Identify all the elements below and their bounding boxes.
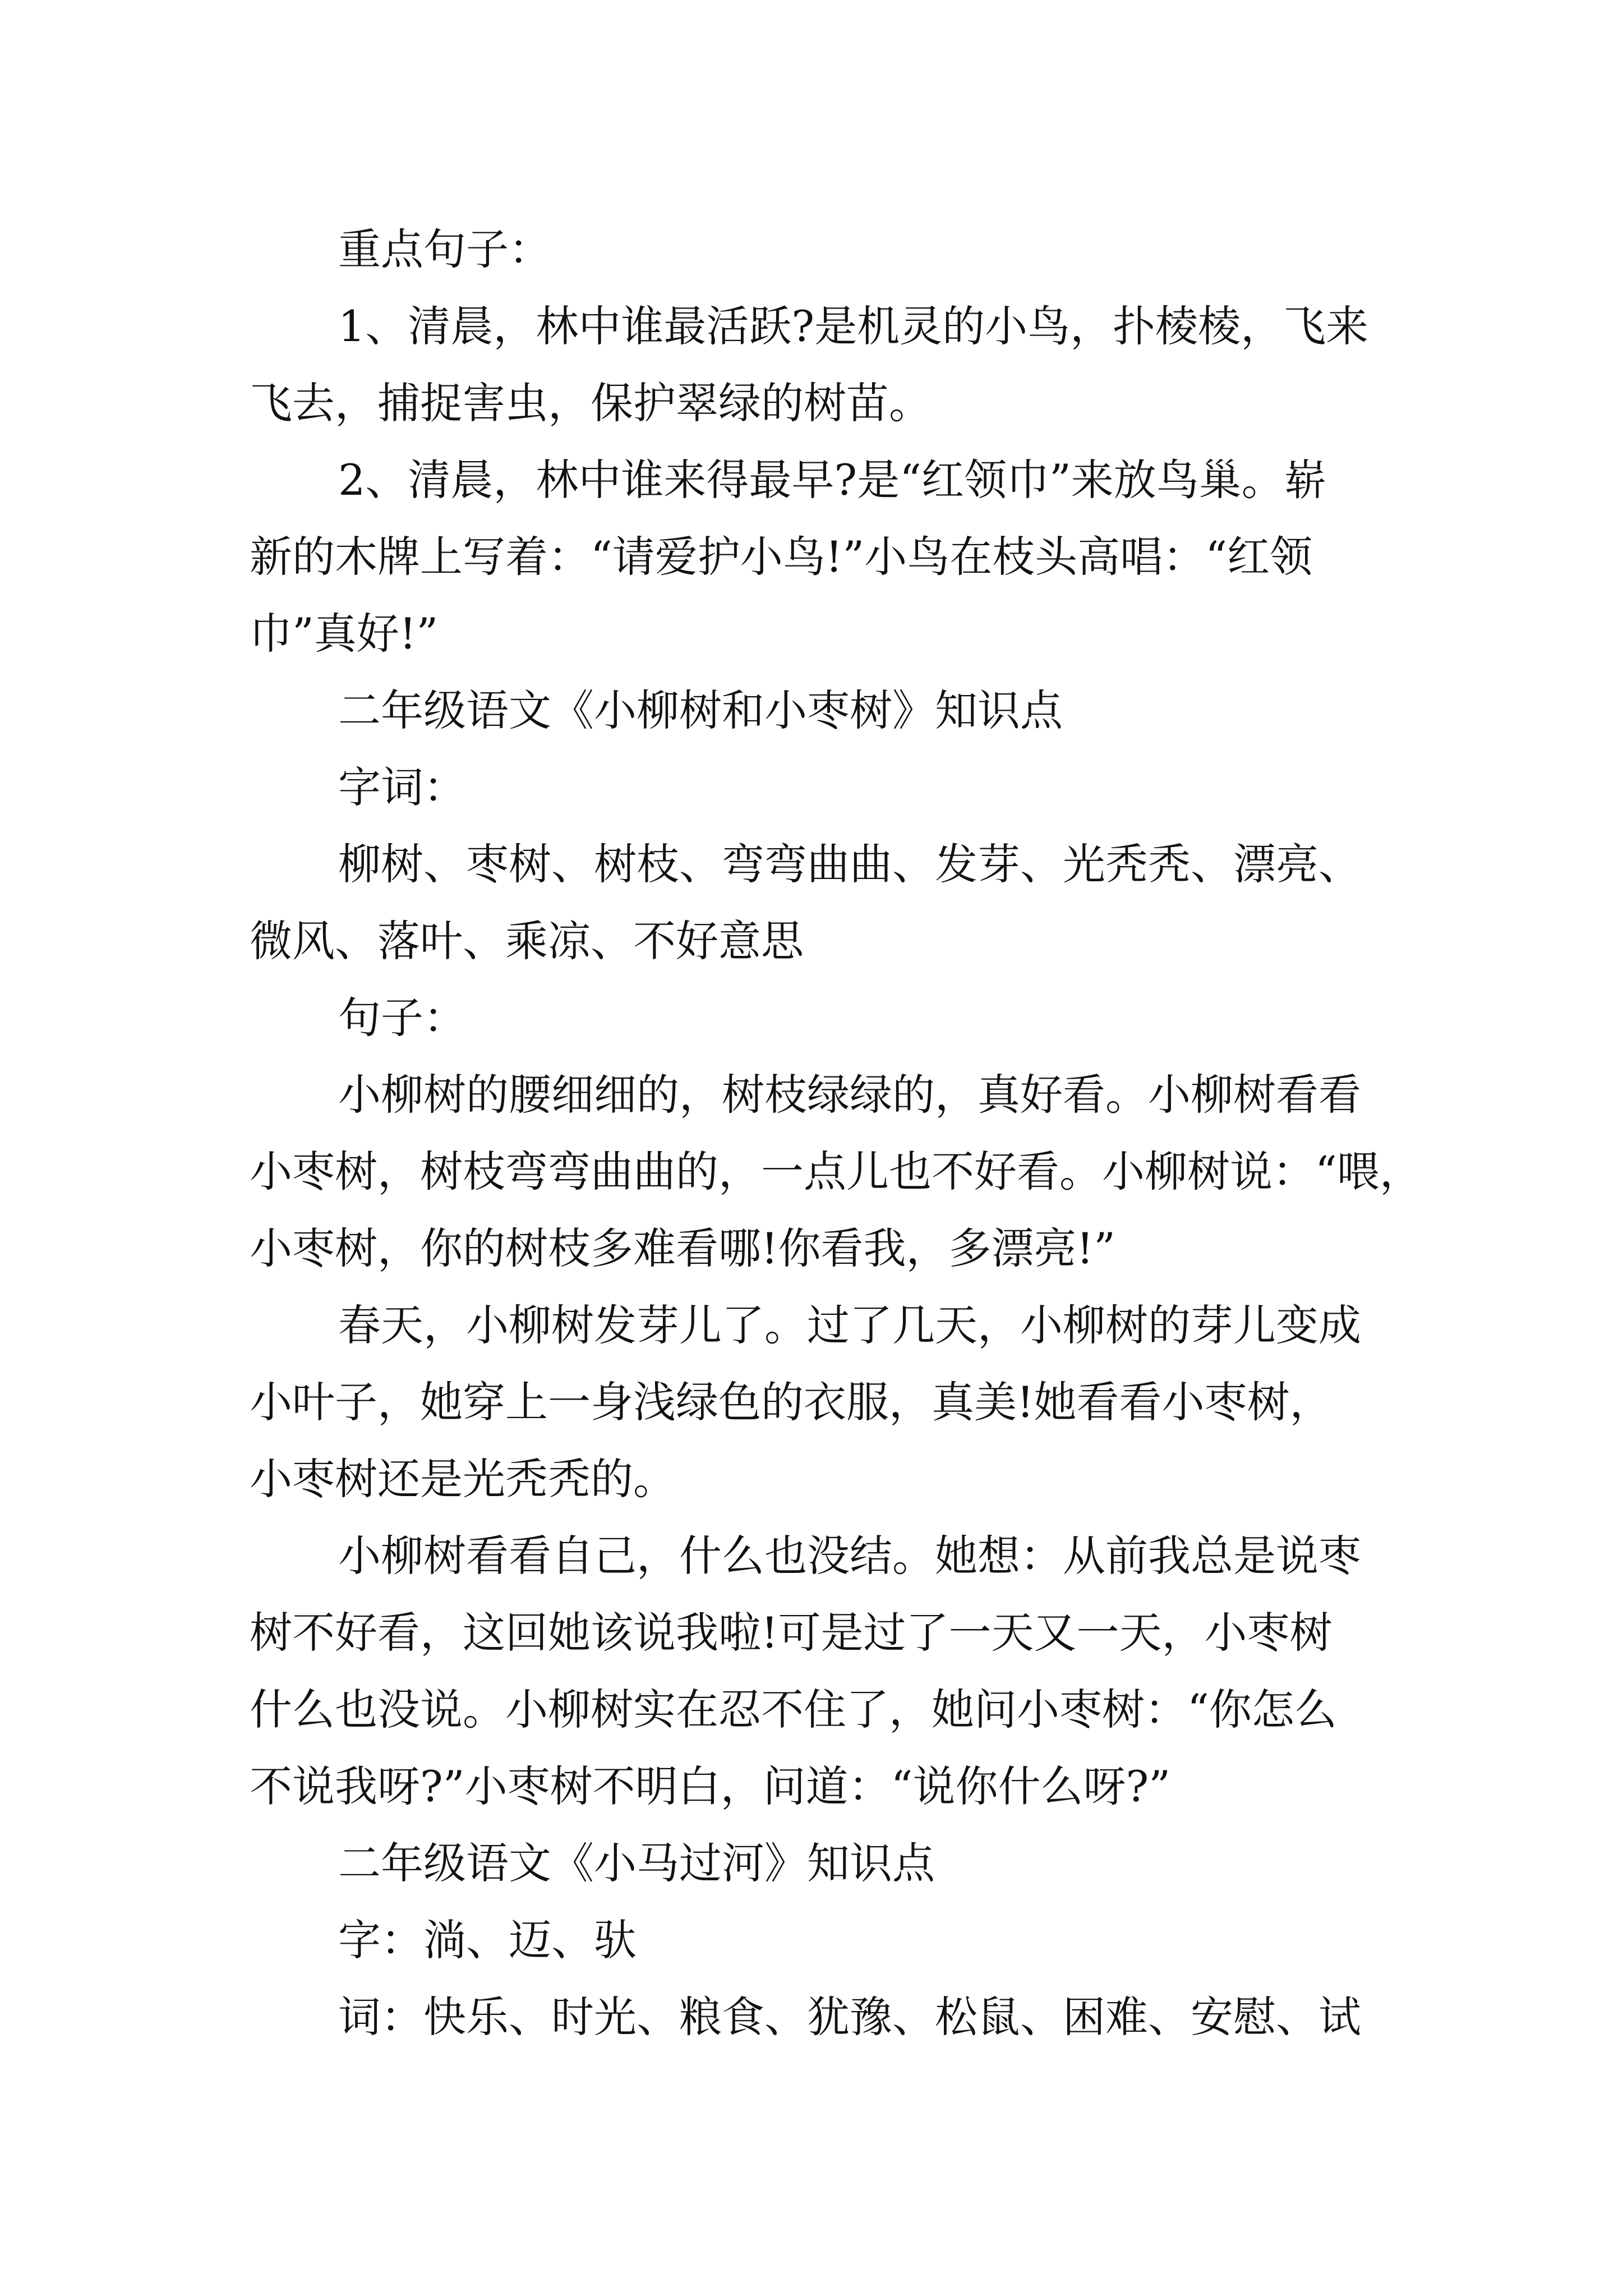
vocabulary-line-2: 微风、落叶、乘凉、不好意思 [250,916,804,966]
sentence-2-line-3: 巾”真好!” [250,609,439,659]
sentences-heading: 句子： [338,993,466,1043]
vocabulary-heading: 字词： [338,762,466,812]
lesson-title-willow-jujube: 二年级语文《小柳树和小枣树》知识点 [338,685,1063,735]
sentence-1-line-2: 飞去，捕捉害虫，保护翠绿的树苗。 [250,378,932,428]
characters-line: 字：淌、迈、驮 [338,1915,637,1965]
words-line: 词：快乐、时光、粮食、犹豫、松鼠、困难、安慰、试 [338,1992,1361,2042]
paragraph-1-line-2: 小枣树，树枝弯弯曲曲的，一点儿也不好看。小柳树说：“喂， [250,1147,1422,1197]
body-text [250,211,1427,2055]
sentence-2-line-1: 2、清晨，林中谁来得最早?是“红领巾”来放鸟巢。崭 [338,455,1327,505]
paragraph-3-line-1: 小柳树看看自己，什么也没结。她想：从前我总是说枣 [338,1531,1361,1581]
paragraph-2-line-3: 小枣树还是光秃秃的。 [250,1454,676,1504]
sentence-1-line-1: 1、清晨，林中谁最活跃?是机灵的小鸟，扑棱棱，飞来 [338,301,1369,351]
paragraph-1-line-1: 小柳树的腰细细的，树枝绿绿的，真好看。小柳树看看 [338,1070,1361,1120]
paragraph-3-line-2: 树不好看，这回她该说我啦!可是过了一天又一天，小枣树 [250,1608,1332,1658]
vocabulary-line-1: 柳树、枣树、树枝、弯弯曲曲、发芽、光秃秃、漂亮、 [338,839,1361,889]
paragraph-3-line-4: 不说我呀?”小枣树不明白，问道：“说你什么呀?” [250,1761,1171,1811]
paragraph-2-line-2: 小叶子，她穿上一身浅绿色的衣服，真美!她看看小枣树， [250,1377,1332,1427]
section-heading: 重点句子： [338,224,551,274]
lesson-title-pony-river: 二年级语文《小马过河》知识点 [338,1838,935,1888]
paragraph-3-line-3: 什么也没说。小柳树实在忍不住了，她问小枣树：“你怎么 [250,1685,1337,1734]
sentence-2-line-2: 新的木牌上写着：“请爱护小鸟!”小鸟在枝头高唱：“红领 [250,532,1313,582]
paragraph-1-line-3: 小枣树，你的树枝多难看哪!你看我，多漂亮!” [250,1223,1115,1273]
paragraph-2-line-1: 春天，小柳树发芽儿了。过了几天，小柳树的芽儿变成 [338,1300,1361,1350]
